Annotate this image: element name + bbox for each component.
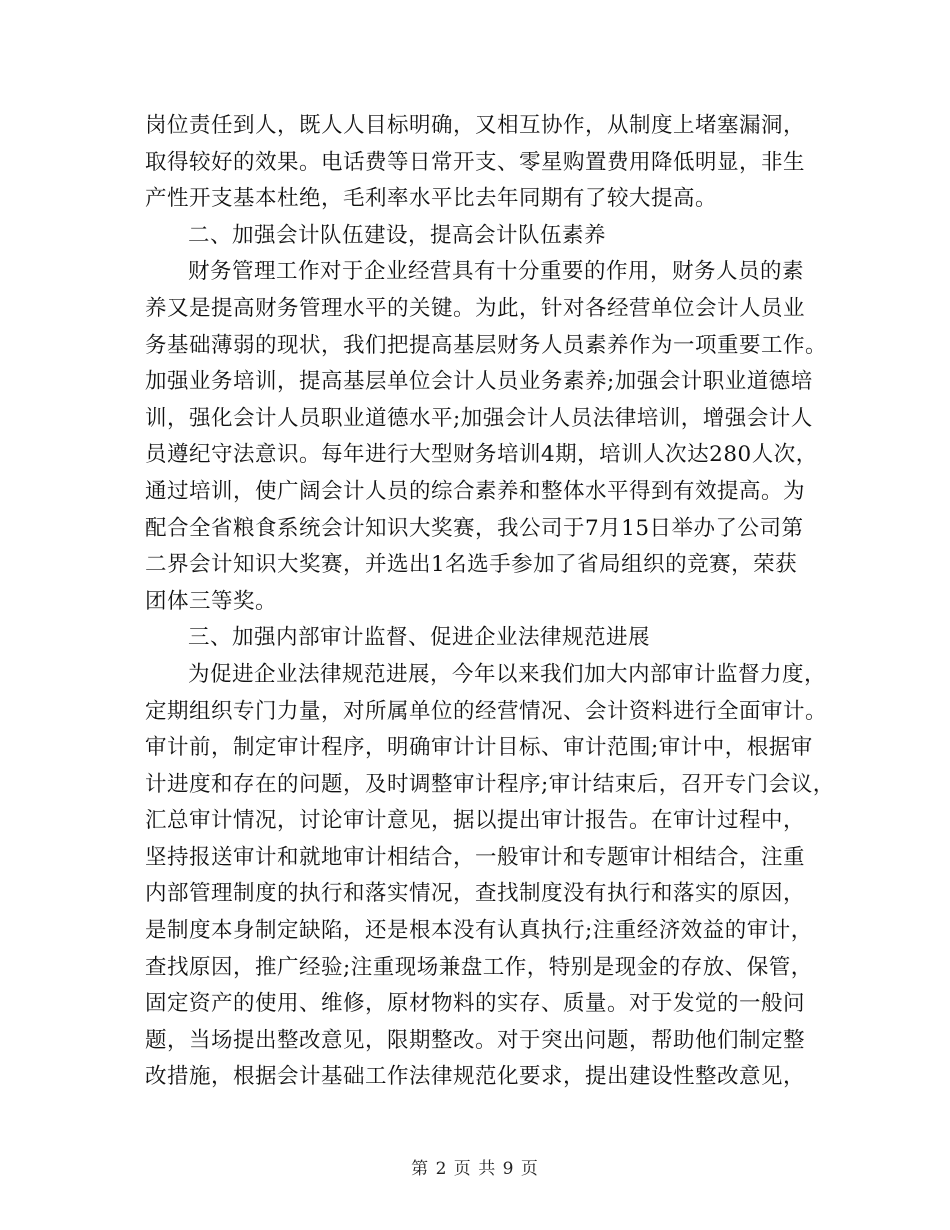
text-line: 岗位责任到人，既人人目标明确，又相互协作，从制度上堵塞漏洞，	[145, 113, 806, 138]
text-line: 配合全省粮食系统会计知识大奖赛，我公司于7月15日举办了公司第	[145, 515, 804, 541]
text-line: 养又是提高财务管理水平的关键。为此，针对各经营单位会计人员业	[145, 295, 806, 321]
text-line: 坚持报送审计和就地审计相结合，一般审计和专题审计相结合，注重	[145, 844, 806, 870]
text-line: 取得较好的效果。电话费等日常开支、零星购置费用降低明显，非生	[145, 149, 806, 175]
text-line: 团体三等奖。	[145, 588, 278, 614]
text-line: 是制度本身制定缺陷，还是根本没有认真执行;注重经济效益的审计，	[145, 918, 813, 944]
text-line: 财务管理工作对于企业经营具有十分重要的作用，财务人员的素	[188, 259, 805, 285]
text-line: 固定资产的使用、维修，原材物料的实存、质量。对于发觉的一般问	[145, 991, 806, 1017]
text-line: 通过培训，使广阔会计人员的综合素养和整体水平得到有效提高。为	[145, 478, 806, 504]
text-line: 务基础薄弱的现状，我们把提高基层财务人员素养作为一项重要工作。	[145, 332, 828, 358]
text-line: 内部管理制度的执行和落实情况，查找制度没有执行和落实的原因，	[145, 881, 806, 907]
text-line: 为促进企业法律规范进展，今年以来我们加大内部审计监督力度，	[188, 661, 827, 687]
text-line: 汇总审计情况，讨论审计意见，据以提出审计报告。在审计过程中，	[145, 808, 806, 834]
text-line: 训，强化会计人员职业道德水平;加强会计人员法律培训，增强会计人	[145, 405, 813, 431]
text-line: 题，当场提出整改意见，限期整改。对于突出问题，帮助他们制定整	[145, 1027, 806, 1053]
text-line: 员遵纪守法意识。每年进行大型财务培训4期，培训人次达280人次，	[145, 442, 818, 468]
text-line: 二界会计知识大奖赛，并选出1名选手参加了省局组织的竞赛，荣获	[145, 552, 798, 578]
text-line: 查找原因，推广经验;注重现场兼盘工作，特别是现金的存放、保管，	[145, 954, 813, 980]
text-line: 改措施，根据会计基础工作法律规范化要求，提出建设性整改意见，	[145, 1064, 806, 1090]
text-line: 审计前，制定审计程序，明确审计计目标、审计范围;审计中，根据审	[145, 735, 813, 761]
body-text	[145, 108, 835, 1096]
text-line: 计进度和存在的问题，及时调整审计程序;审计结束后，召开专门会议，	[145, 771, 835, 797]
section-heading-2: 二、加强会计队伍建设，提高会计队伍素养	[188, 222, 607, 248]
text-line: 加强业务培训，提高基层单位会计人员业务素养;加强会计职业道德培	[145, 369, 813, 395]
text-line: 产性开支基本杜绝，毛利率水平比去年同期有了较大提高。	[145, 186, 718, 212]
text-line: 定期组织专门力量，对所属单位的经营情况、会计资料进行全面审计。	[145, 698, 828, 724]
page-number-footer: 第 2 页 共 9 页	[411, 1159, 539, 1179]
section-heading-3: 三、加强内部审计监督、促进企业法律规范进展	[188, 625, 651, 651]
